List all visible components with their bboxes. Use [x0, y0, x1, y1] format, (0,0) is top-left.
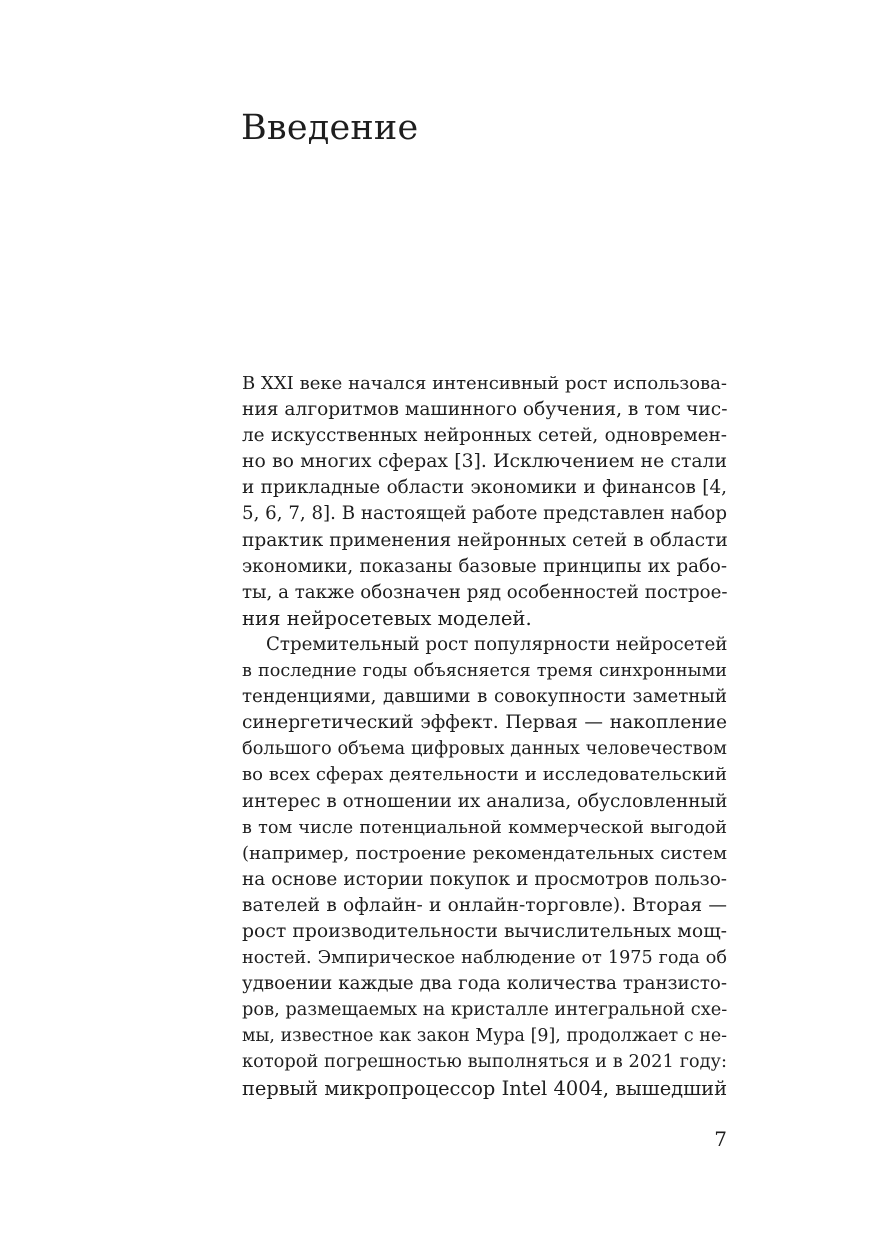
page-number: 7	[714, 1127, 727, 1151]
text-line: рост производительности вычислительных мощ-	[242, 920, 727, 942]
text-line: ния нейросетевых моделей.	[242, 606, 532, 630]
text-line: в последние годы объясняется тремя синхронными	[242, 661, 727, 682]
text-line: во всех сферах деятельности и исследовательский	[242, 764, 727, 786]
text-line: ния алгоритмов машинного обучения, в том чис-	[242, 399, 728, 421]
text-line: интерес в отношении их анализа, обусловленный	[242, 790, 728, 812]
text-line: удвоении каждые два года количества транзисто-	[242, 973, 727, 995]
text-line: Стремительный рост популярности нейросетей	[266, 633, 728, 655]
text-line: ров, размещаемых на кристалле интегральной схе-	[242, 999, 728, 1021]
text-line: вателей в офлайн- и онлайн-торговле). Вторая —	[242, 894, 727, 916]
text-line: первый микропроцессор Intel 4004, вышедший	[242, 1076, 727, 1100]
text-line: которой погрешностью выполняться и в 2021 году:	[242, 1051, 727, 1073]
text-line: экономики, показаны базовые принципы их рабо-	[242, 555, 727, 577]
paragraph-2	[242, 632, 727, 1102]
text-line: ты, а также обозначен ряд особенностей построе-	[242, 581, 728, 603]
chapter-heading: Введение	[241, 108, 419, 148]
text-line: в том числе потенциальной коммерческой выгодой	[242, 817, 727, 838]
text-line: но во многих сферах [3]. Исключением не стали	[242, 451, 727, 473]
text-line: тенденциями, давшими в совокупности заметный	[242, 686, 727, 708]
paragraph-1	[242, 371, 727, 632]
text-line: ностей. Эмпирическое наблюдение от 1975 года об	[242, 948, 727, 969]
text-line: на основе истории покупок и просмотров пользо-	[242, 868, 727, 890]
text-line: мы, известное как закон Мура [9], продолжает с не-	[242, 1026, 727, 1047]
text-line: ле искусственных нейронных сетей, одновремен-	[242, 425, 727, 447]
text-line: 5, 6, 7, 8]. В настоящей работе представлен набор	[242, 503, 727, 525]
text-line: синергетический эффект. Первая — накопление	[242, 712, 727, 734]
text-line: и прикладные области экономики и финансов [4,	[242, 477, 727, 499]
text-line: практик применения нейронных сетей в области	[242, 529, 728, 551]
text-line: (например, построение рекомендательных систем	[242, 842, 727, 864]
text-line: большого объема цифровых данных человечеством	[242, 738, 727, 760]
text-line: В XXI веке начался интенсивный рост использова-	[242, 373, 727, 394]
body-text	[242, 371, 727, 1102]
